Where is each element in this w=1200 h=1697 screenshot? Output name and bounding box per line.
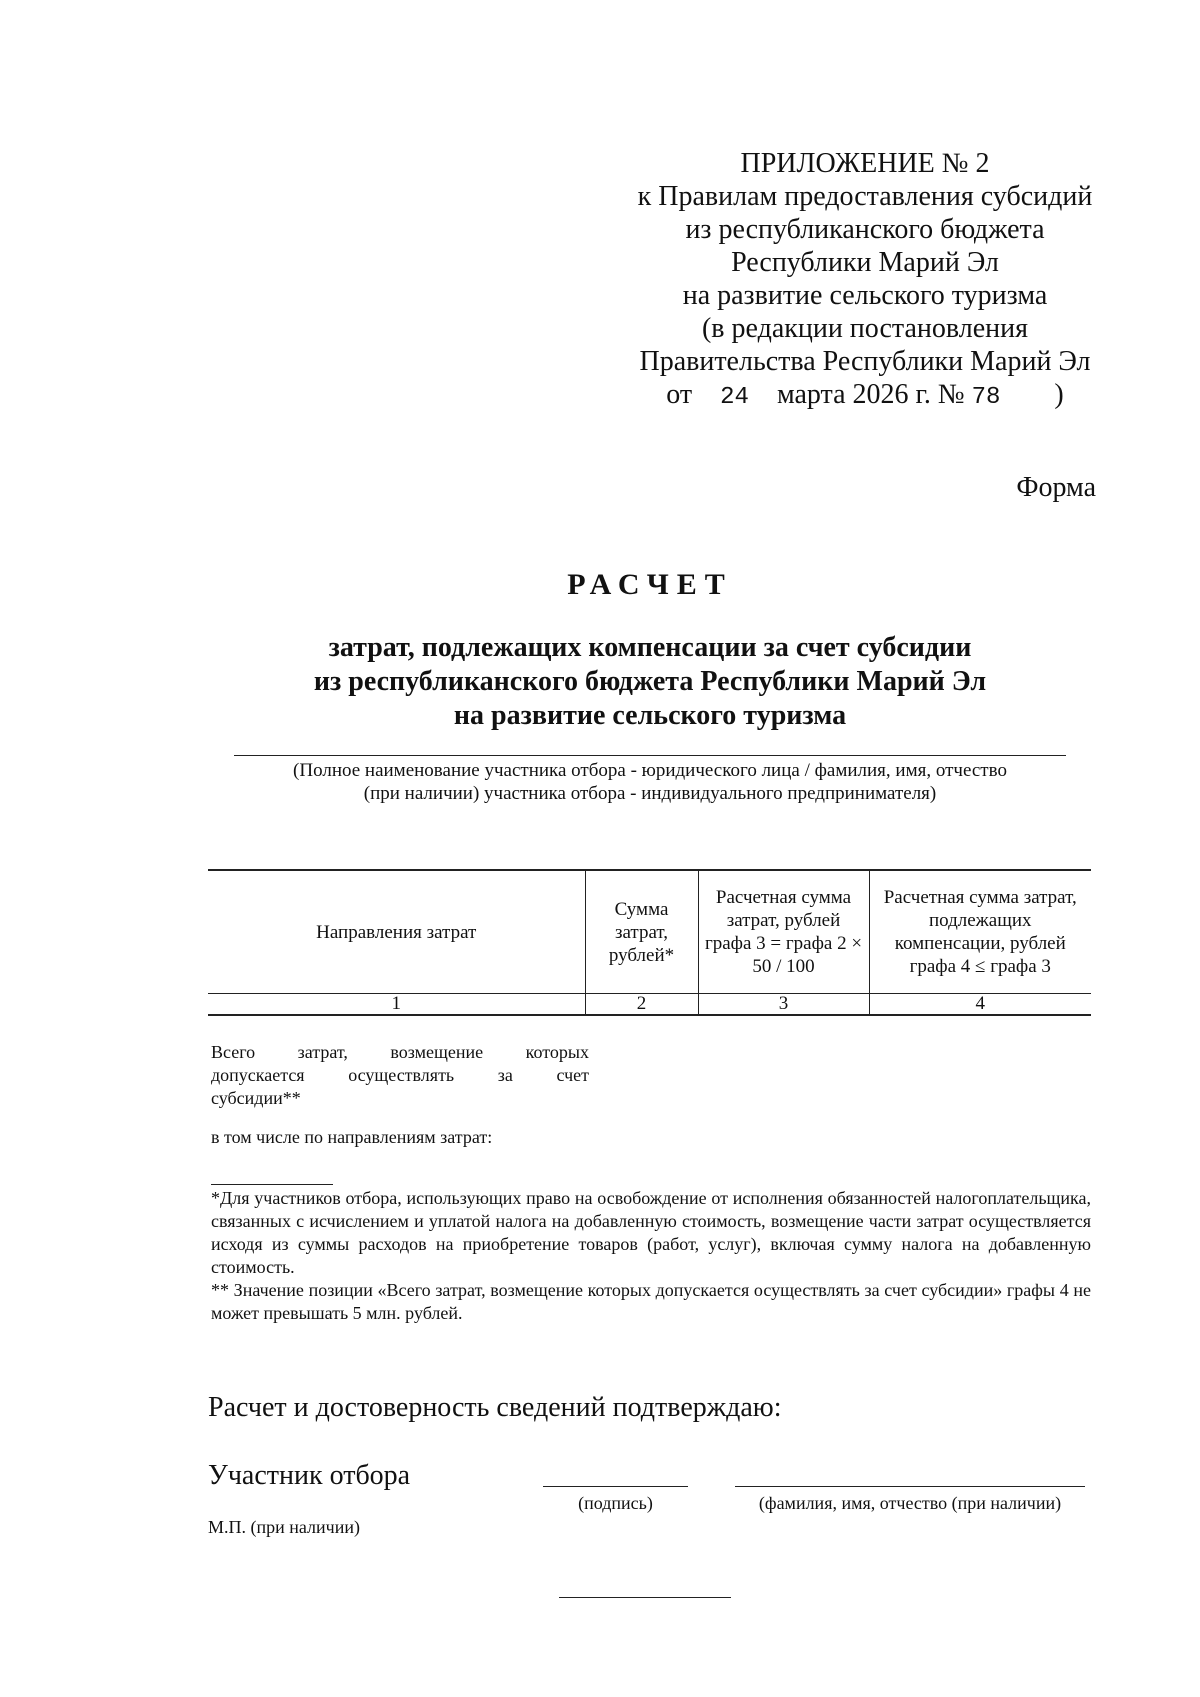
full-name-caption: (фамилия, имя, отчество (при наличии) [758, 1493, 1062, 1513]
appendix-line: из республиканского бюджета [685, 214, 1045, 245]
column-header-cost-sum: Сумма затрат, рублей* [585, 870, 698, 994]
appendix-line: Республики Марий Эл [731, 247, 999, 278]
appendix-header [620, 147, 1110, 414]
participant-name-caption [200, 759, 1100, 805]
participant-name-field-line [234, 755, 1066, 756]
appendix-line: к Правилам предоставления субсидий [637, 181, 1093, 212]
appendix-date-line [620, 378, 1110, 414]
cost-calculation-table [208, 869, 1091, 1016]
column-header-compensation-sum: Расчетная сумма затрат, подлежащих компенсации, рублей графа 4 ≤ графа 3 [869, 870, 1091, 994]
table-column-numbers-row [208, 994, 1091, 1016]
column-header-directions: Направления затрат [208, 870, 585, 994]
end-of-document-line [559, 1597, 731, 1598]
column-number: 1 [208, 994, 585, 1016]
signature-caption: (подпись) [578, 1493, 653, 1513]
stamp-label: М.П. (при наличии) [208, 1517, 360, 1537]
full-name-field-line [735, 1486, 1085, 1487]
resolution-number: 78 [971, 384, 1001, 411]
subtitle-line: затрат, подлежащих компенсации за счет субсидии [328, 632, 972, 663]
confirmation-statement: Расчет и достоверность сведений подтверждаю: [208, 1392, 782, 1423]
total-label-line: Всего затрат, возмещение которых [211, 1042, 589, 1062]
caption-line: (при наличии) участника отбора - индивидуального предпринимателя) [363, 783, 937, 804]
table-header-row [208, 870, 1091, 994]
date-prefix: от [666, 379, 693, 410]
footnote-separator [211, 1184, 333, 1185]
footnote-vat: *Для участников отбора, использующих право на освобождение от исполнения обязанностей налогоплательщика, связанных с исчислением и уплатой налога на добавленную стоимость, возмещение части затрат осуществляется исходя из суммы расходов на приобретение товаров (работ, услуг), включая сумму налога на добавленную стоимость. [211, 1188, 1091, 1277]
signature-field-line [543, 1486, 688, 1487]
date-month-year: марта 2026 г. № [776, 379, 965, 410]
document-subtitle [200, 631, 1100, 733]
including-directions-label: в том числе по направлениям затрат: [211, 1127, 493, 1147]
appendix-line: (в редакции постановления [701, 313, 1029, 344]
form-label: Форма [1016, 472, 1096, 503]
total-label-line: субсидии** [211, 1088, 301, 1108]
footnote-limit: ** Значение позиции «Всего затрат, возмещение которых допускается осуществлять за счет субсидии» графы 4 не может превышать 5 млн. рублей. [211, 1280, 1091, 1323]
subtitle-line: из республиканского бюджета Республики Марий Эл [313, 666, 987, 697]
appendix-line: Правительства Республики Марий Эл [639, 346, 1091, 377]
participant-label: Участник отбора [208, 1460, 411, 1491]
appendix-line: на развитие сельского туризма [682, 280, 1048, 311]
date-day: 24 [720, 384, 749, 411]
subtitle-line: на развитие сельского туризма [453, 700, 847, 731]
column-number: 2 [585, 994, 698, 1016]
total-label-line: допускается осуществлять за счет [211, 1065, 589, 1085]
footnotes [211, 1187, 1091, 1325]
date-close-paren: ) [1054, 379, 1064, 410]
caption-line: (Полное наименование участника отбора - юридического лица / фамилия, имя, отчество [293, 760, 1007, 781]
total-costs-label [211, 1041, 589, 1110]
column-number: 3 [698, 994, 869, 1016]
column-number: 4 [869, 994, 1091, 1016]
appendix-title: ПРИЛОЖЕНИЕ № 2 [740, 148, 990, 179]
column-header-calculated-sum: Расчетная сумма затрат, рублей графа 3 = графа 2 × 50 / 100 [698, 870, 869, 994]
document-title: РАСЧЕТ [567, 568, 733, 601]
